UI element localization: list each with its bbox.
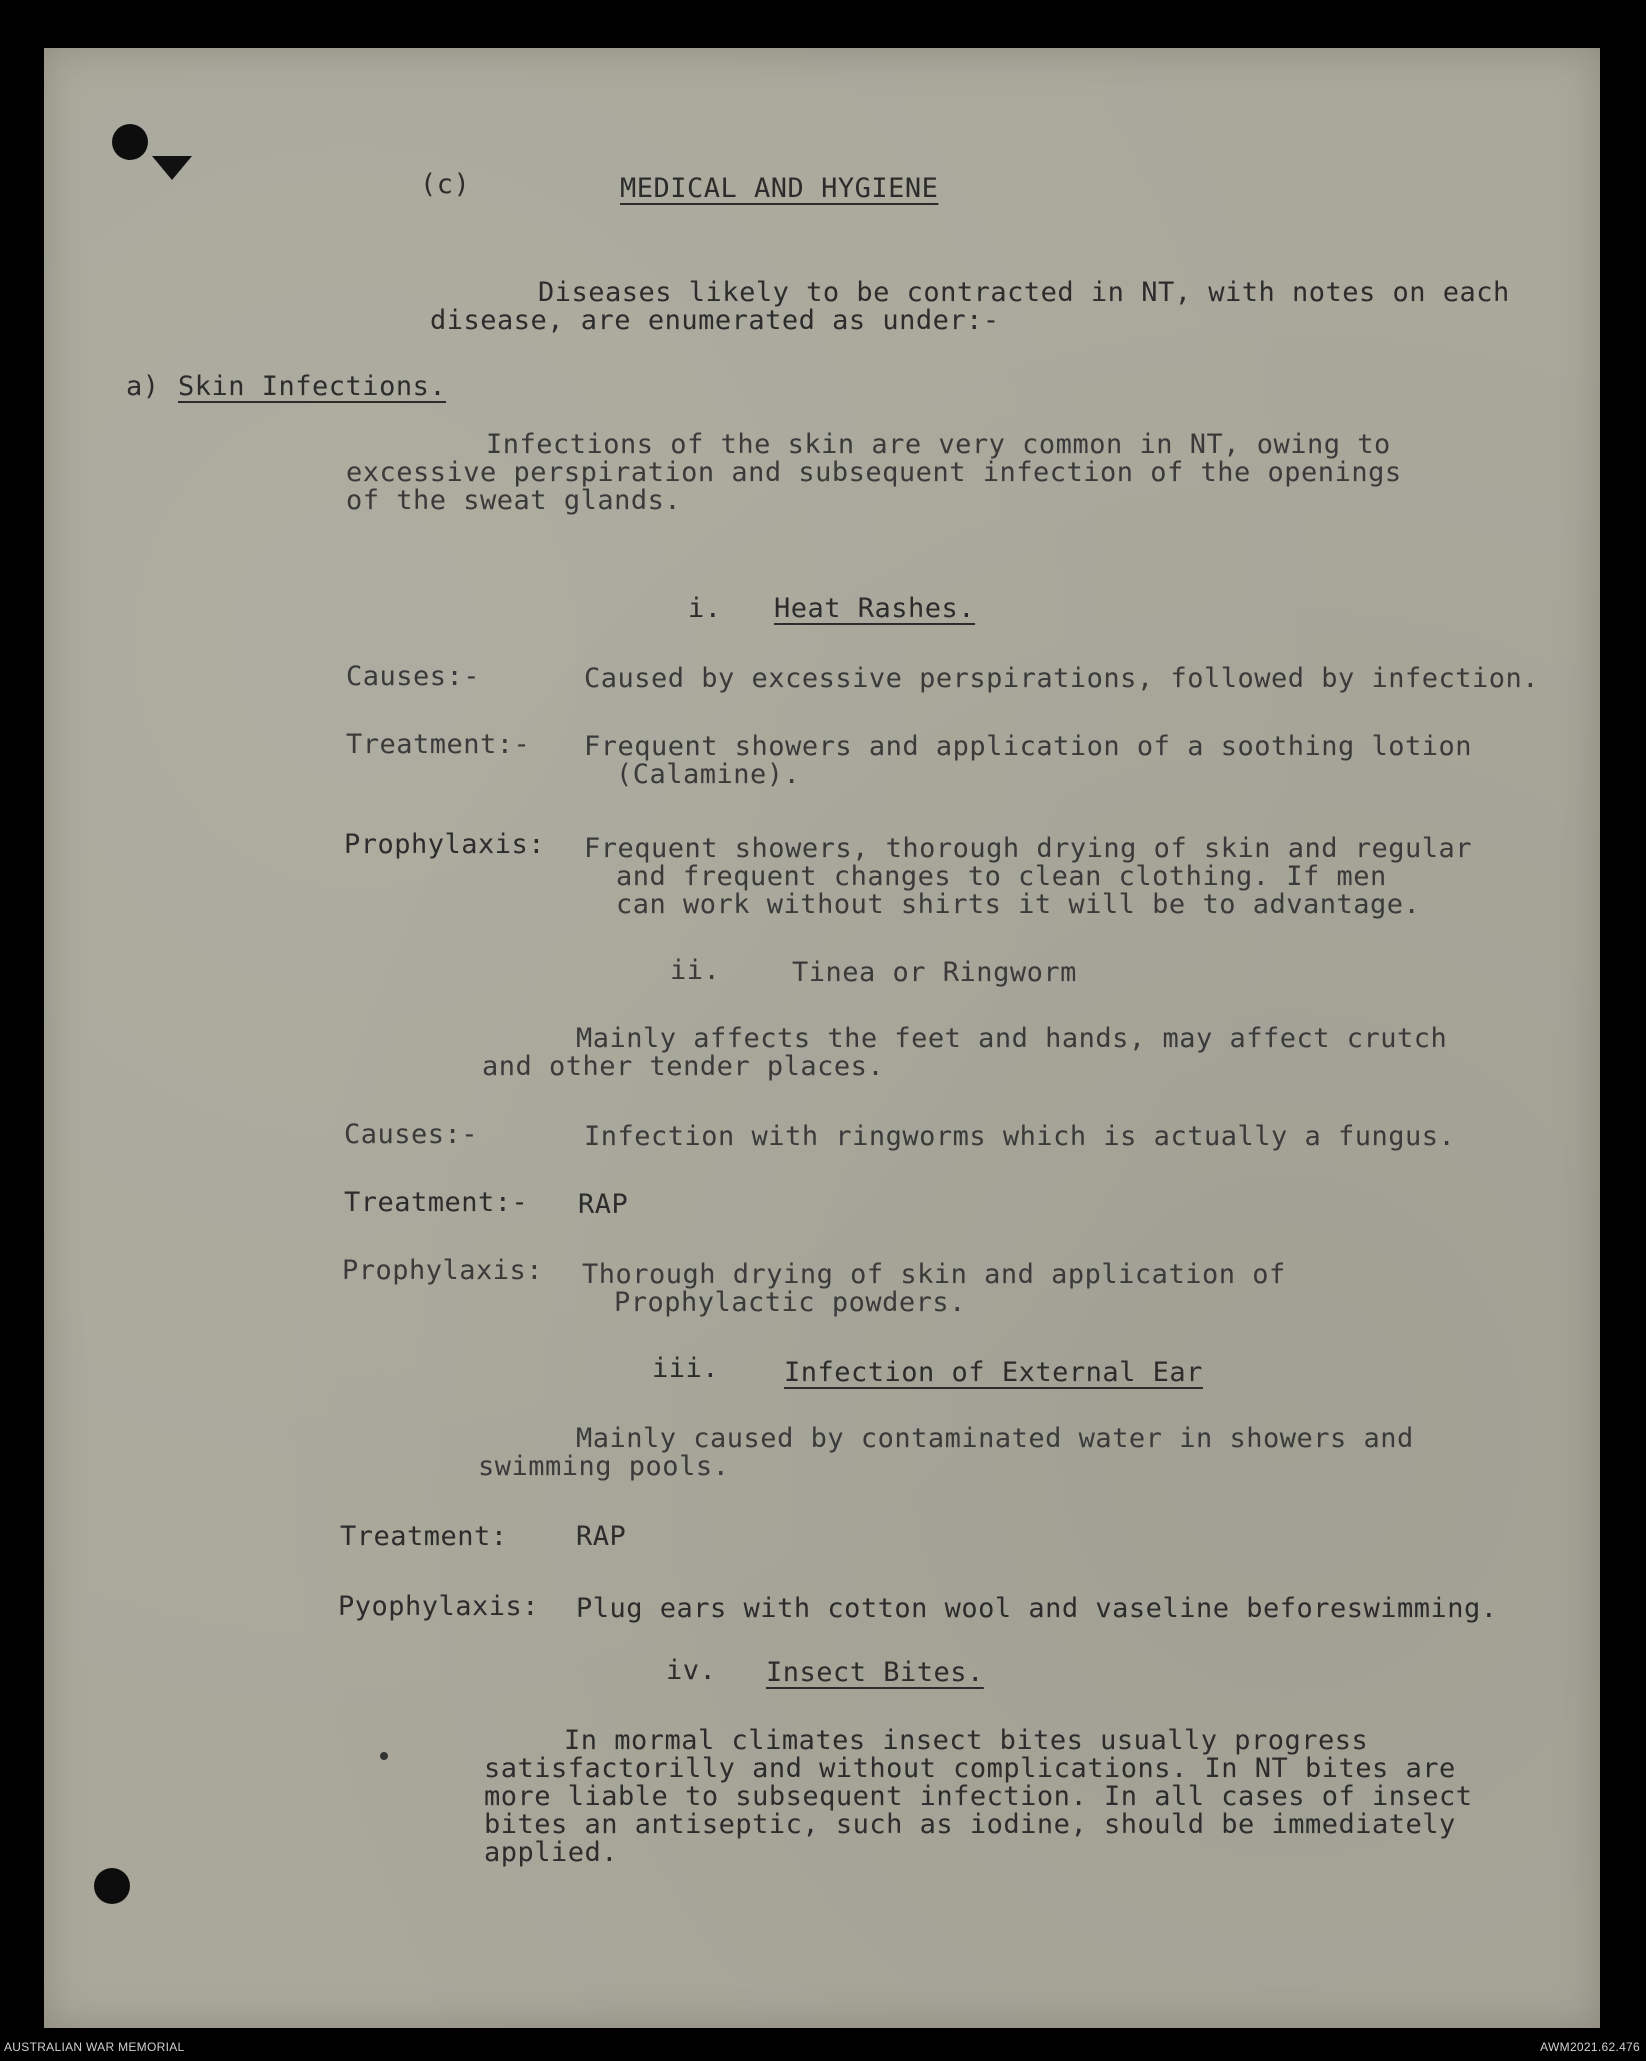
skin-heading-prefix: a) <box>126 371 160 402</box>
insect-line-1: In mormal climates insect bites usually progress <box>564 1725 1369 1756</box>
heat-prophylaxis-text-3: can work without shirts it will be to advantage. <box>616 889 1421 920</box>
insect-line-2: satisfactorilly and without complications. In NT bites are <box>484 1753 1456 1784</box>
insect-line-5: applied. <box>484 1837 619 1868</box>
insect-number: iv. <box>666 1655 717 1686</box>
tinea-prophylaxis-text-1: Thorough drying of skin and application of <box>582 1259 1286 1290</box>
punch-hole-top <box>112 124 148 160</box>
tinea-prophylaxis-label: Prophylaxis: <box>342 1255 544 1286</box>
heat-causes-text: Caused by excessive perspirations, followed by infection. <box>584 663 1540 694</box>
tinea-desc-2: and other tender places. <box>482 1051 885 1082</box>
tinea-desc-1: Mainly affects the feet and hands, may affect crutch <box>576 1023 1448 1054</box>
heat-treatment-text-2: (Calamine). <box>616 759 801 790</box>
insect-line-4: bites an antiseptic, such as iodine, should be immediately <box>484 1809 1456 1840</box>
heat-title: Heat Rashes. <box>774 593 976 624</box>
typed-page <box>44 48 1600 2028</box>
heat-prophylaxis-label: Prophylaxis: <box>344 829 546 860</box>
paper-tear-mark <box>152 156 192 180</box>
tinea-title: Tinea or Ringworm <box>792 957 1077 988</box>
intro-line-1: Diseases likely to be contracted in NT, with notes on each <box>538 277 1510 308</box>
ear-title: Infection of External Ear <box>784 1357 1203 1388</box>
punch-hole-bottom <box>94 1868 130 1904</box>
skin-line-2: excessive perspiration and subsequent infection of the openings <box>346 457 1402 488</box>
heat-treatment-text-1: Frequent showers and application of a soothing lotion <box>584 731 1473 762</box>
tinea-prophylaxis-text-2: Prophylactic powders. <box>614 1287 966 1318</box>
page-title: MEDICAL AND HYGIENE <box>620 173 939 204</box>
heat-prophylaxis-text-2: and frequent changes to clean clothing. If men <box>616 861 1387 892</box>
ear-prophylaxis-text: Plug ears with cotton wool and vaseline beforeswimming. <box>576 1593 1498 1624</box>
tinea-number: ii. <box>670 955 721 986</box>
tinea-causes-label: Causes:- <box>344 1119 479 1150</box>
intro-line-2: disease, are enumerated as under:- <box>430 305 1000 336</box>
heat-treatment-label: Treatment:- <box>346 729 531 760</box>
insect-line-3: more liable to subsequent infection. In all cases of insect <box>484 1781 1473 1812</box>
ear-number: iii. <box>652 1353 720 1384</box>
ear-prophylaxis-label: Pyophylaxis: <box>338 1591 540 1622</box>
heat-causes-label: Causes:- <box>346 661 481 692</box>
ear-treatment-text: RAP <box>576 1521 627 1552</box>
ear-desc-1: Mainly caused by contaminated water in showers and <box>576 1423 1414 1454</box>
skin-line-3: of the sweat glands. <box>346 485 682 516</box>
footer-accession-number: AWM2021.62.476 <box>1540 2040 1640 2054</box>
ear-desc-2: swimming pools. <box>478 1451 730 1482</box>
ink-speck <box>380 1752 388 1760</box>
heat-prophylaxis-text-1: Frequent showers, thorough drying of skin and regular <box>584 833 1473 864</box>
ear-treatment-label: Treatment: <box>340 1521 508 1552</box>
tinea-treatment-text: RAP <box>578 1189 629 1220</box>
footer-archive-label: AUSTRALIAN WAR MEMORIAL <box>4 2040 185 2054</box>
heat-number: i. <box>688 593 722 624</box>
tinea-treatment-label: Treatment:- <box>344 1187 529 1218</box>
skin-heading: Skin Infections. <box>178 371 447 402</box>
section-label: (c) <box>420 169 471 200</box>
tinea-causes-text: Infection with ringworms which is actually a fungus. <box>584 1121 1456 1152</box>
skin-line-1: Infections of the skin are very common in NT, owing to <box>486 429 1391 460</box>
insect-title: Insect Bites. <box>766 1657 984 1688</box>
